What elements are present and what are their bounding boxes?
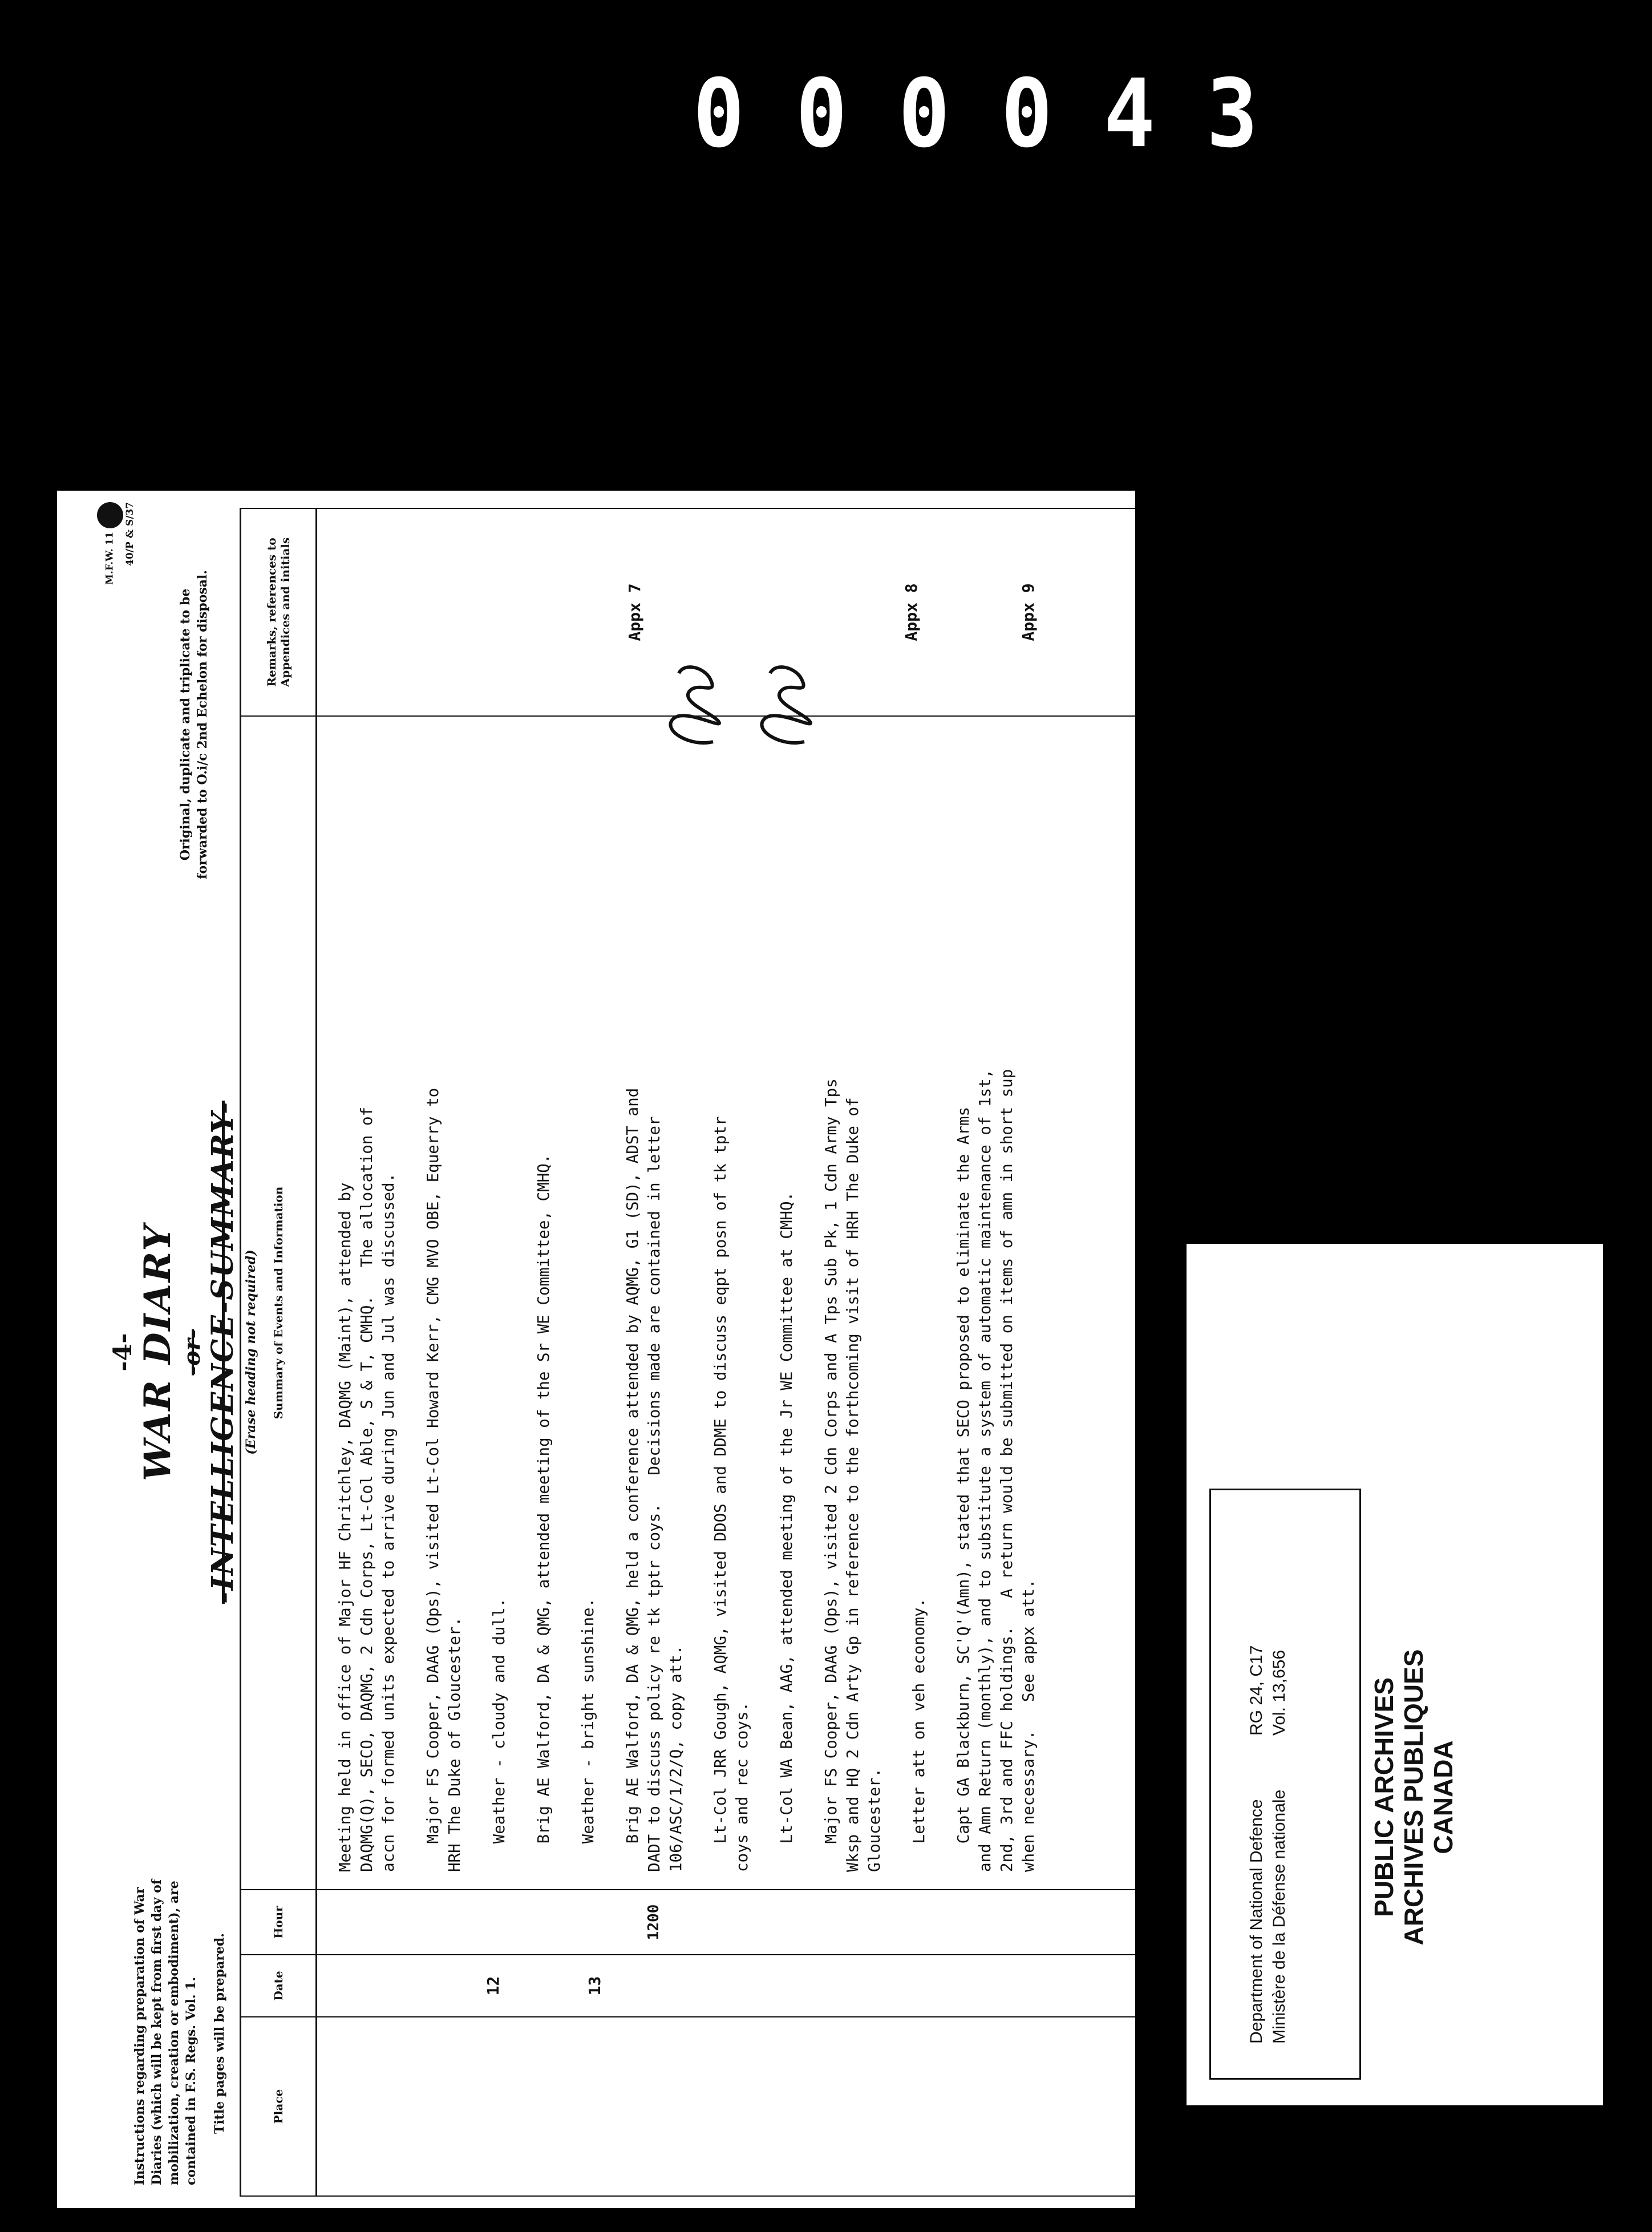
archives-fr: ARCHIVES PUBLIQUES xyxy=(1399,1649,1428,1946)
title-block xyxy=(108,1067,258,1637)
diary-table xyxy=(240,508,1135,2197)
instructions xyxy=(131,1866,228,2185)
list-item: Brig AE Walford, DA & QMG, attended meeting of the Sr WE Committee, CMHQ. xyxy=(535,1154,553,1872)
col-place: Place xyxy=(241,2017,317,2196)
department xyxy=(1245,1790,1291,2044)
col-remarks: Remarks, references to Appendices and initials xyxy=(241,508,317,716)
appx-8: Appx 8 xyxy=(902,583,921,641)
form-id-line1: M.F.W. 11 xyxy=(104,532,116,585)
ink-blot-icon xyxy=(97,502,123,528)
title-or: -or- xyxy=(179,1329,205,1376)
list-item: Lt-Col JRR Gough, AQMG, visited DDOS and DDME to discuss eqpt posn of tk tptr coys and rec coys. xyxy=(711,1116,751,1872)
frame-digit: 0 xyxy=(693,59,745,169)
signature-initials xyxy=(747,656,821,753)
original-note: Original, duplicate and triplicate to be forwarded to O.i/c 2nd Echelon for disposal. xyxy=(178,570,210,879)
list-item: Weather - cloudy and dull. xyxy=(490,1598,508,1872)
archive-label-content xyxy=(1187,1244,1603,2105)
record-group xyxy=(1245,1645,1291,1736)
date-13: 13 xyxy=(585,1976,604,1996)
war-diary-page xyxy=(57,491,1135,2208)
form-id-line2: 40/P & S/37 xyxy=(124,502,136,566)
title-intelligence-summary: -INTELLIGENCE-SUMMARY- xyxy=(205,1101,240,1604)
list-item: Major FS Cooper, DAAG (Ops), visited Lt-Col Howard Kerr, CMG MVO OBE, Equerry to HRH The Duke of Gloucester. xyxy=(424,1087,464,1872)
war-diary-content xyxy=(57,491,1135,2208)
list-item: Capt GA Blackburn, SC'Q'(Amn), stated that SECO proposed to eliminate the Arms and Amn Return (monthly), and to substitute a system of automatic maintenance of 1st, 2nd, 3rd and FFC holdings. A return would be submitted on items of amn in short sup when necessary. See appx att. xyxy=(954,1069,1038,1872)
frame-digit: 3 xyxy=(1206,59,1258,169)
archives-name xyxy=(1369,1512,1458,2083)
list-item: Major FS Cooper, DAAG (Ops), visited 2 Cdn Corps and A Tps Sub Pk, 1 Cdn Army Tps Wksp and HQ 2 Cdn Arty Gp in reference to the forthcoming visit of HRH The Duke of Gloucester. xyxy=(822,1078,884,1872)
archive-label xyxy=(1187,1244,1603,2105)
col-hour: Hour xyxy=(241,1890,317,1955)
list-item: Letter att on veh economy. xyxy=(910,1598,928,1872)
frame-digit: 4 xyxy=(1103,59,1156,169)
appx-9: Appx 9 xyxy=(1019,583,1038,641)
date-cell xyxy=(317,1955,1136,2017)
list-item: Meeting held in office of Major HF Chritchley, DAQMG (Maint), attended by DAQMG(Q), SECO, DAQMG, 2 Cdn Corps, Lt-Col Able, S & T, CMHQ. The allocation of accn for formed units expected to arrive during Jun and Jul was discussed. xyxy=(336,1106,398,1872)
hour-1200: 1200 xyxy=(645,1904,662,1940)
archives-en: PUBLIC ARCHIVES xyxy=(1369,1677,1399,1917)
country: CANADA xyxy=(1428,1740,1458,1854)
frame-number xyxy=(685,59,1312,169)
department-en: Department of National Defence xyxy=(1247,1799,1266,2044)
title-pages-note: Title pages will be prepared. xyxy=(212,1933,227,2134)
list-item: Lt-Col WA Bean, AAG, attended meeting of the Jr WE Committee at CMHQ. xyxy=(778,1191,796,1872)
frame-digit: 0 xyxy=(898,59,950,169)
col-summary: Summary of Events and Information xyxy=(241,716,317,1890)
form-id xyxy=(97,502,137,585)
record-group-number: RG 24, C17 xyxy=(1247,1645,1266,1736)
table-row xyxy=(317,508,1136,2196)
frame-digit: 0 xyxy=(795,59,848,169)
department-fr: Ministère de la Défense nationale xyxy=(1270,1789,1289,2044)
page-title: WAR DIARY xyxy=(136,1223,179,1481)
page-number: -4- xyxy=(108,1333,137,1372)
signature-initials xyxy=(656,656,730,753)
place-cell xyxy=(317,2017,1136,2196)
archive-reference-box xyxy=(1209,1489,1361,2080)
col-date: Date xyxy=(241,1955,317,2017)
frame-digit: 0 xyxy=(1001,59,1053,169)
list-item: Weather - bright sunshine. xyxy=(579,1598,597,1872)
appx-7: Appx 7 xyxy=(625,583,644,641)
summary-cell xyxy=(317,716,1136,1890)
hour-cell xyxy=(317,1890,1136,1955)
volume-number: Vol. 13,656 xyxy=(1270,1649,1289,1736)
instructions-text: Instructions regarding preparation of War Diaries (which will be kept from first day of mobilization, creation or embodiment), are contained in F.S. Regs. Vol. 1. xyxy=(132,1879,199,2185)
date-12: 12 xyxy=(484,1976,503,1996)
list-item: Brig AE Walford, DA & QMG, held a conference attended by AQMG, G1 (SD), ADST and DADT to discuss policy re tk tptr coys. Decisions made are contained in letter 106/ASC/1/2/Q, copy att. xyxy=(623,1087,685,1872)
erase-heading-note: (Erase heading not required) xyxy=(244,1250,258,1455)
